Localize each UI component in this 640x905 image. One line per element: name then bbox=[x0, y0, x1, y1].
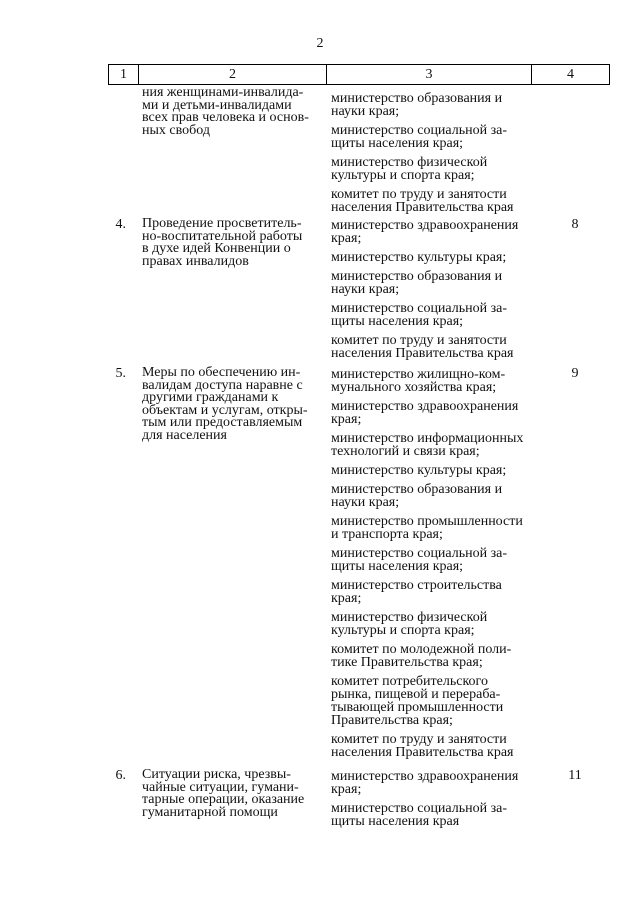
row-col4: 8 bbox=[571, 217, 579, 232]
org-item: комитет по молодежной поли- тике Правительства края; bbox=[331, 642, 512, 670]
header-col-3: 3 bbox=[326, 65, 531, 84]
row-orgs bbox=[331, 219, 536, 366]
row-orgs bbox=[331, 368, 536, 765]
org-item: министерство строительства края; bbox=[331, 578, 502, 606]
row-title: Ситуации риска, чрезвы- чайные ситуации, гумани- тарные операции, оказание гуманитарной помощи bbox=[142, 767, 305, 820]
row-orgs bbox=[331, 770, 536, 834]
row-orgs bbox=[331, 92, 536, 220]
org-item: министерство здравоохранения края; bbox=[331, 769, 519, 797]
org-item: комитет по труду и занятости населения Правительства края bbox=[331, 333, 514, 361]
org-item: министерство образования и науки края; bbox=[331, 269, 503, 297]
org-item: министерство социальной за- щиты населения края; bbox=[331, 301, 508, 329]
header-col-1: 1 bbox=[120, 66, 127, 82]
row-number: 5. bbox=[115, 366, 126, 381]
org-item: министерство промышленности и транспорта края; bbox=[331, 514, 523, 542]
row-col4: 9 bbox=[571, 366, 579, 381]
org-item: министерство физической культуры и спорта края; bbox=[331, 610, 488, 638]
org-item: министерство социальной за- щиты населения края bbox=[331, 801, 508, 829]
header-col-4: 4 bbox=[531, 65, 609, 84]
org-item: министерство социальной за- щиты населения края; bbox=[331, 546, 508, 574]
org-item: комитет по труду и занятости населения Правительства края bbox=[331, 187, 514, 215]
row-number: 6. bbox=[115, 768, 126, 783]
org-item: министерство социальной за- щиты населения края; bbox=[331, 123, 508, 151]
org-item: министерство культуры края; bbox=[331, 250, 507, 265]
org-item: комитет потребительского рынка, пищевой и перераба- тывающей промышленности Правительства края; bbox=[331, 674, 504, 728]
org-item: министерство образования и науки края; bbox=[331, 482, 503, 510]
row-col4: 11 bbox=[568, 768, 582, 783]
org-item: министерство жилищно-ком- мунального хозяйства края; bbox=[331, 367, 506, 395]
header-col-2: 2 bbox=[138, 65, 326, 84]
org-item: комитет по труду и занятости населения Правительства края bbox=[331, 732, 514, 760]
org-item: министерство физической культуры и спорта края; bbox=[331, 155, 488, 183]
org-item: министерство информационных технологий и связи края; bbox=[331, 431, 524, 459]
org-item: министерство образования и науки края; bbox=[331, 91, 503, 119]
row-title: Меры по обеспечению ин- валидам доступа наравне с другими гражданами к объектам и услугам, откры- тым или предоставляемым для населения bbox=[142, 365, 308, 443]
table-header bbox=[108, 64, 610, 85]
page-number: 2 bbox=[316, 36, 324, 51]
org-item: министерство культуры края; bbox=[331, 463, 507, 478]
row-title: Проведение просветитель- но-воспитательной работы в духе идей Конвенции о правах инвалидов bbox=[142, 216, 303, 269]
org-item: министерство здравоохранения края; bbox=[331, 218, 519, 246]
row-number: 4. bbox=[115, 217, 126, 232]
row-title: ния женщинами-инвалида- ми и детьми-инвалидами всех прав человека и основ- ных свобод bbox=[142, 85, 309, 138]
org-item: министерство здравоохранения края; bbox=[331, 399, 519, 427]
